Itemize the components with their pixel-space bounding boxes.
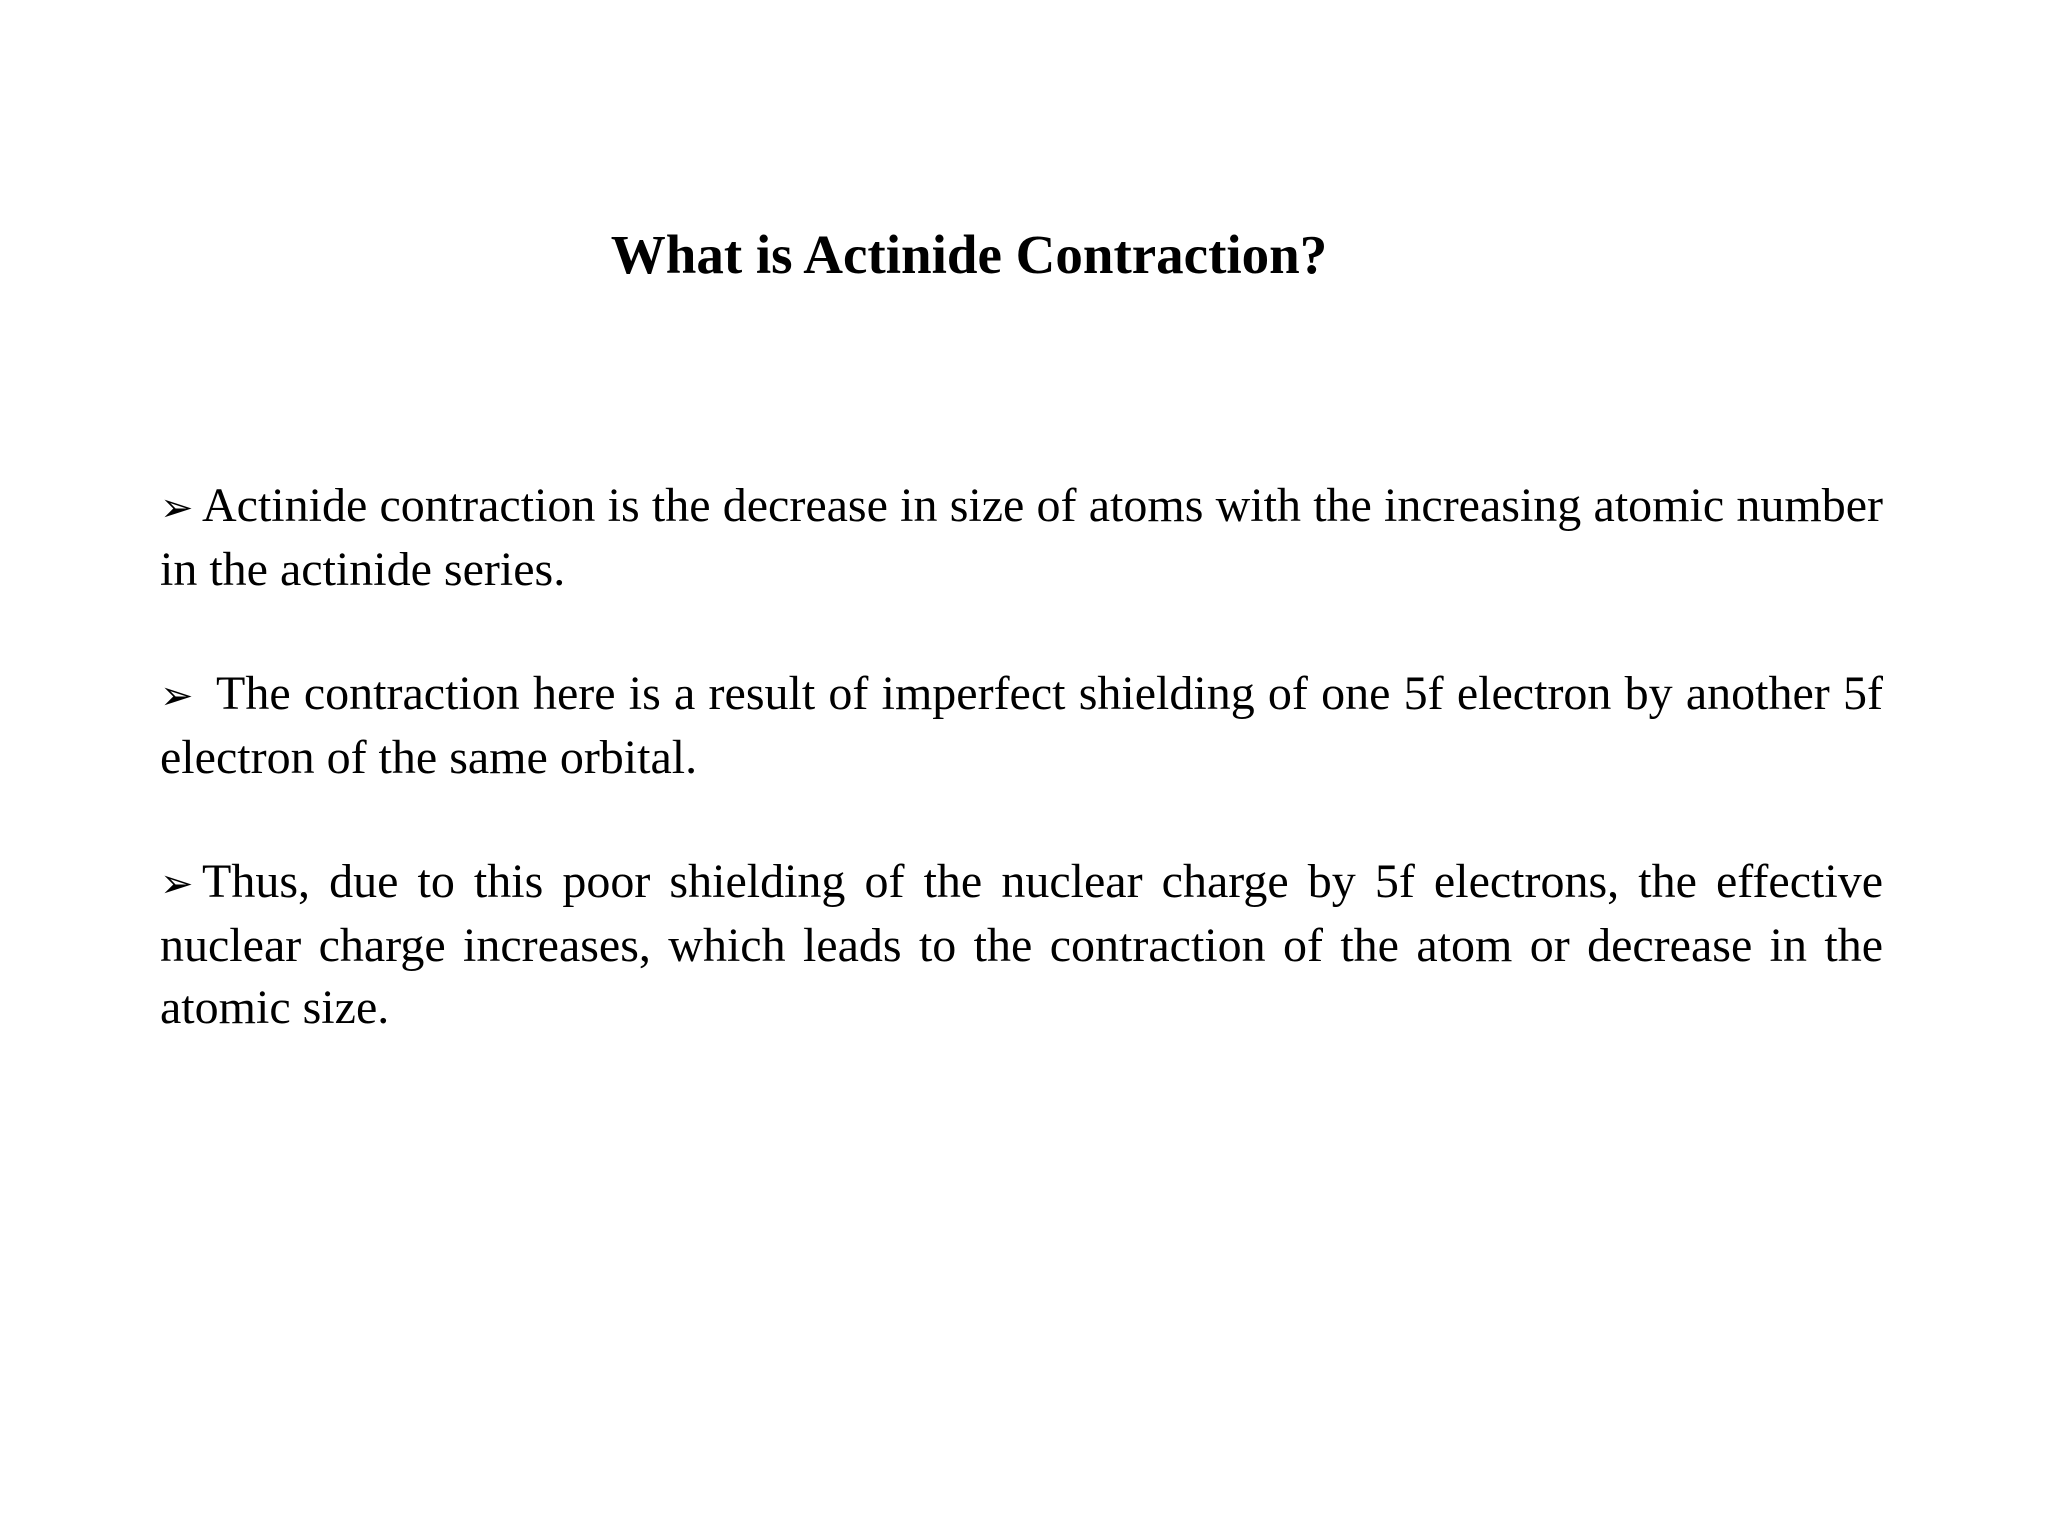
bullet-list [160,475,1883,1101]
bullet-text: Actinide contraction is the decrease in size of atoms with the increasing atomic number in the actinide series. [160,479,1883,596]
bullet-item [160,851,1883,1039]
bullet-text: The contraction here is a result of imperfect shielding of one 5f electron by another 5f electron of the same orbital. [160,667,1883,784]
slide-title: What is Actinide Contraction? [610,224,1328,285]
bullet-text: Thus, due to this poor shielding of the nuclear charge by 5f electrons, the effective nuclear charge increases, which leads to the contraction of the atom or decrease in the atomic size. [160,855,1883,1034]
arrow-bullet-icon: ➢ [160,485,194,531]
arrow-bullet-icon: ➢ [160,861,194,907]
bullet-item [160,663,1883,789]
arrow-bullet-icon: ➢ [160,673,194,719]
bullet-item [160,475,1883,601]
